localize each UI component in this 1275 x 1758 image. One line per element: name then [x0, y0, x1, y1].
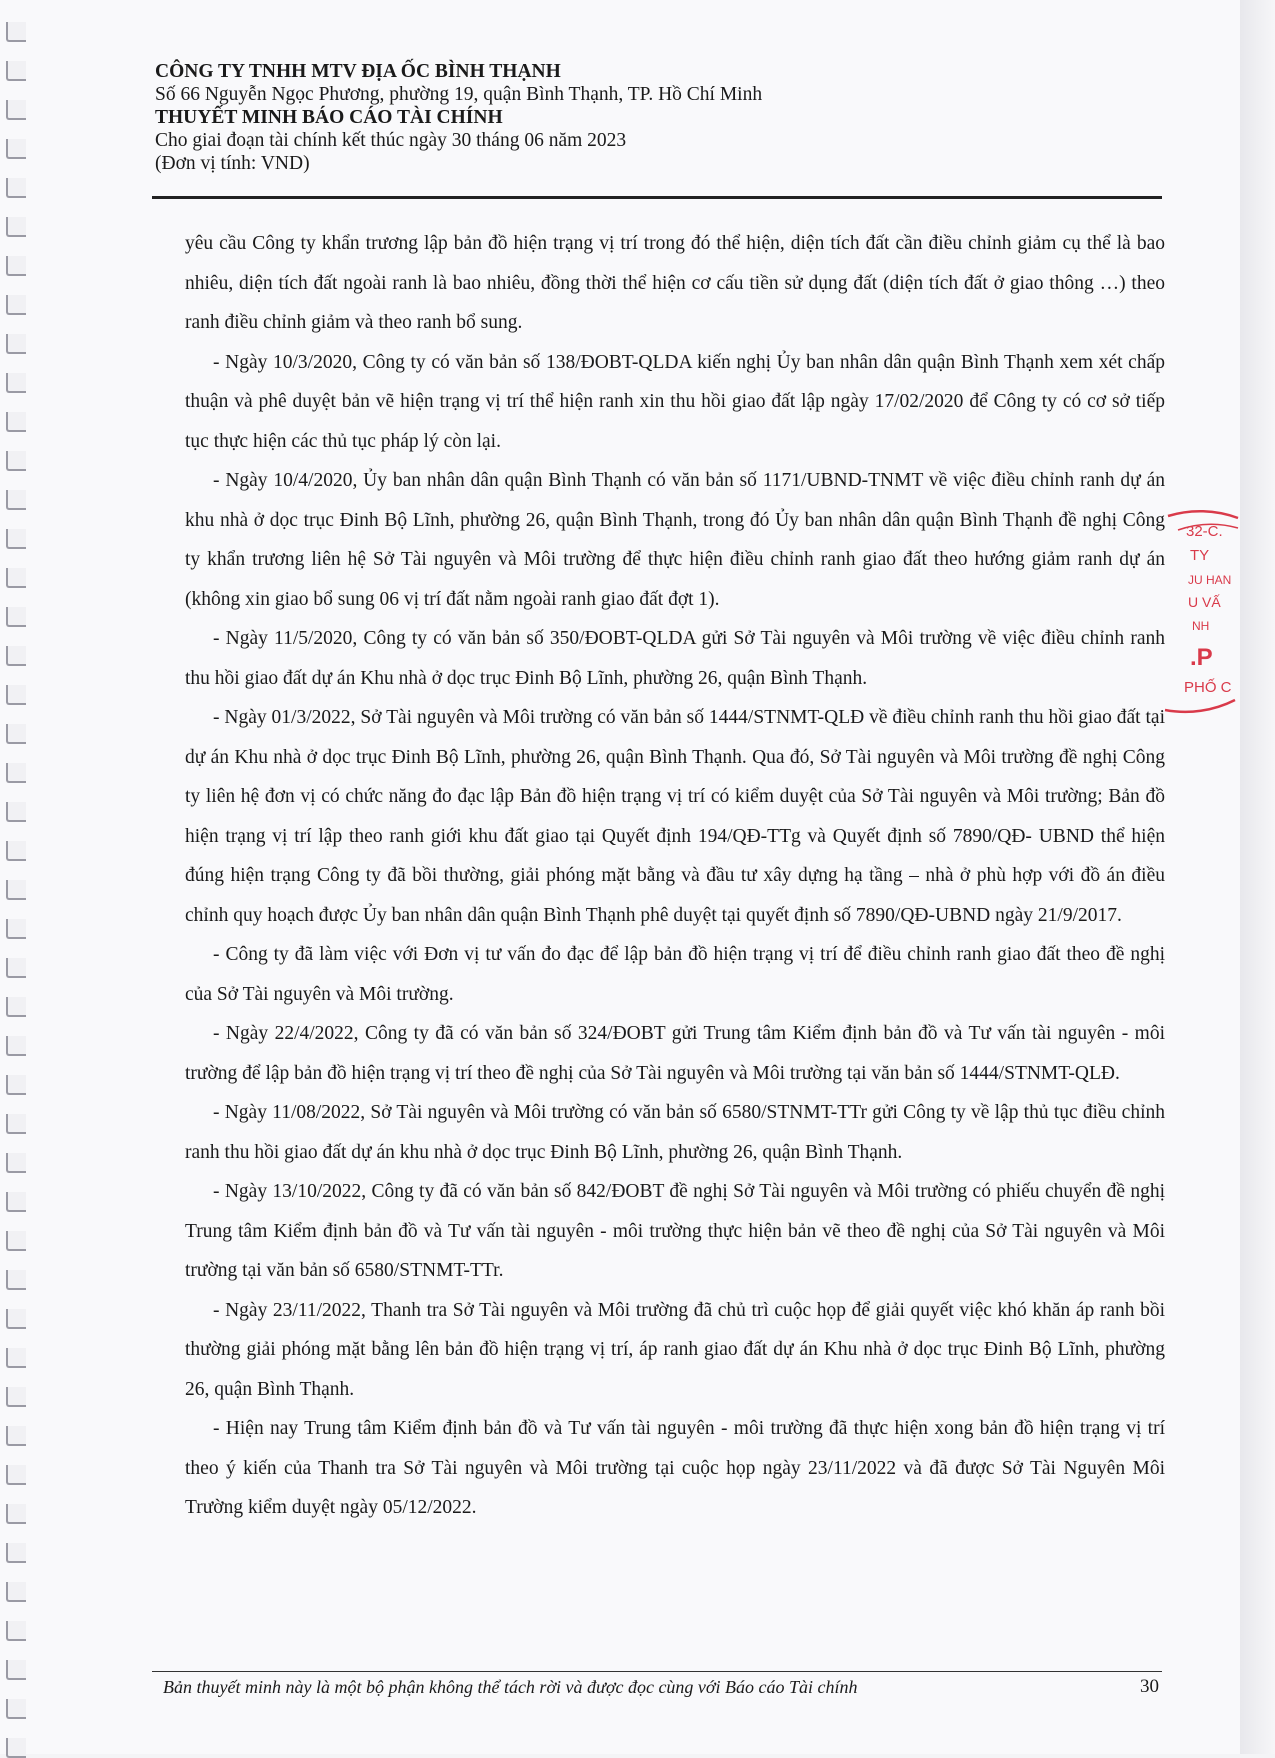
binding-hole [6, 1426, 26, 1446]
binding-hole [6, 958, 26, 978]
red-stamp-fragment [1160, 500, 1240, 730]
binding-hole [6, 1192, 26, 1212]
stamp-text: PHỐ C [1184, 679, 1232, 696]
binding-hole [6, 139, 26, 159]
header-divider [152, 196, 1162, 199]
binding-hole [6, 685, 26, 705]
paragraph: - Ngày 10/4/2020, Ủy ban nhân dân quận Bình Thạnh có văn bản số 1171/UBND-TNMT về việc điều chỉnh ranh dự án khu nhà ở dọc trục Đinh Bộ Lĩnh, phường 26, quận Bình Thạnh, trong đó Ủy ban nhân dân quận Bình Thạnh đề nghị Công ty khẩn trương liên hệ Sở Tài nguyên và Môi trường để thực hiện điều chỉnh ranh giao đất theo hướng giảm ranh dự án (không xin giao bổ sung 06 vị trí đất nằm ngoài ranh giao đất đợt 1). [185, 470, 1165, 610]
binding-hole [6, 373, 26, 393]
binding-hole [6, 568, 26, 588]
paragraph: - Ngày 10/3/2020, Công ty có văn bản số 138/ĐOBT-QLDA kiến nghị Ủy ban nhân dân quận Bình Thạnh xem xét chấp thuận và phê duyệt bản vẽ hiện trạng vị trí thể hiện ranh xin thu hồi giao đất lập ngày 17/02/2020 để Công ty có cơ sở tiếp tục thực hiện các thủ tục pháp lý còn lại. [185, 351, 1165, 452]
binding-hole [6, 1270, 26, 1290]
footer-note: Bản thuyết minh này là một bộ phận không thể tách rời và được đọc cùng với Báo cáo Tài chính [163, 1677, 858, 1697]
document-title: THUYẾT MINH BÁO CÁO TÀI CHÍNH [155, 107, 503, 128]
binding-hole [6, 412, 26, 432]
binding-hole [6, 178, 26, 198]
binding-hole [6, 1036, 26, 1056]
paragraph: - Hiện nay Trung tâm Kiểm định bản đồ và Tư vấn tài nguyên - môi trường đã thực hiện xong bản đồ hiện trạng vị trí theo ý kiến của Thanh tra Sở Tài nguyên và Môi trường tại cuộc họp ngày 23/11/2022 và đã được Sở Tài Nguyên Môi Trường kiểm duyệt ngày 05/12/2022. [185, 1418, 1165, 1518]
binding-hole [6, 646, 26, 666]
stamp-text: JU HAN [1188, 573, 1232, 587]
page-edge [1240, 0, 1275, 1754]
binding-hole [6, 1348, 26, 1368]
footer-divider [152, 1671, 1162, 1672]
stamp-text: TY [1190, 547, 1210, 564]
binding-hole [6, 1582, 26, 1602]
binding-hole [6, 256, 26, 276]
binding-hole [6, 841, 26, 861]
paragraph: - Ngày 01/3/2022, Sở Tài nguyên và Môi trường có văn bản số 1444/STNMT-QLĐ về điều chỉnh ranh thu hồi giao đất tại dự án Khu nhà ở dọc trục Đinh Bộ Lĩnh, phường 26, quận Bình Thạnh. Qua đó, Sở Tài nguyên và Môi trường đề nghị Công ty liên hệ đơn vị có chức năng đo đạc lập Bản đồ hiện trạng vị trí có kiểm duyệt của Sở Tài nguyên và Môi trường; Bản đồ hiện trạng vị trí lập theo ranh giới khu đất giao tại Quyết định 194/QĐ-TTg và Quyết định số 7890/QĐ- UBND thể hiện đúng hiện trạng Công ty đã bồi thường, giải phóng mặt bằng và đầu tư xây dựng hạ tầng – nhà ở phù hợp với đồ án điều chỉnh quy hoạch được Ủy ban nhân dân quận Bình Thạnh phê duyệt tại quyết định số 7890/QĐ-UBND ngày 21/9/2017. [185, 707, 1165, 926]
binding-hole [6, 724, 26, 744]
binding-hole [6, 802, 26, 822]
binding-hole [6, 997, 26, 1017]
binding-hole [6, 919, 26, 939]
paragraph: - Ngày 11/08/2022, Sở Tài nguyên và Môi trường có văn bản số 6580/STNMT-TTr gửi Công ty về lập thủ tục điều chỉnh ranh thu hồi giao đất dự án khu nhà ở dọc trục Đinh Bộ Lĩnh, phường 26, quận Bình Thạnh. [185, 1102, 1165, 1163]
binding-hole [6, 451, 26, 471]
binding-hole [6, 1309, 26, 1329]
page-number: 30 [1140, 1676, 1159, 1697]
company-address: Số 66 Nguyễn Ngọc Phương, phường 19, quận Bình Thạnh, TP. Hồ Chí Minh [155, 84, 763, 105]
binding-hole [6, 295, 26, 315]
binding-hole [6, 607, 26, 627]
paragraph: - Công ty đã làm việc với Đơn vị tư vấn đo đạc để lập bản đồ hiện trạng vị trí để điều chỉnh ranh giao đất theo đề nghị của Sở Tài nguyên và Môi trường. [185, 944, 1165, 1005]
binding-hole [6, 1153, 26, 1173]
document-header [155, 60, 1165, 175]
binding-hole [6, 1504, 26, 1524]
paragraph: - Ngày 13/10/2022, Công ty đã có văn bản số 842/ĐOBT đề nghị Sở Tài nguyên và Môi trường có phiếu chuyển đề nghị Trung tâm Kiểm định bản đồ và Tư vấn tài nguyên - môi trường thực hiện bản vẽ theo đề nghị của Sở Tài nguyên và Môi trường tại văn bản số 6580/STNMT-TTr. [185, 1181, 1165, 1281]
binding-hole [6, 1075, 26, 1095]
binding-hole [6, 763, 26, 783]
binding-hole [6, 217, 26, 237]
binding-hole [6, 529, 26, 549]
binding-hole [6, 490, 26, 510]
binding-hole [6, 61, 26, 81]
binding-hole [6, 1387, 26, 1407]
binding-hole [6, 1621, 26, 1641]
binding-hole [6, 1465, 26, 1485]
binding-hole [6, 1699, 26, 1719]
paragraph: - Ngày 23/11/2022, Thanh tra Sở Tài nguyên và Môi trường đã chủ trì cuộc họp để giải quyết việc khó khăn áp ranh bồi thường giải phóng mặt bằng lên bản đồ hiện trạng vị trí, áp ranh giao đất dự án Khu nhà ở dọc trục Đinh Bộ Lĩnh, phường 26, quận Bình Thạnh. [185, 1299, 1165, 1400]
paragraph: - Ngày 11/5/2020, Công ty có văn bản số 350/ĐOBT-QLDA gửi Sở Tài nguyên và Môi trường về việc điều chỉnh ranh thu hồi giao đất dự án Khu nhà ở dọc trục Đinh Bộ Lĩnh, phường 26, quận Bình Thạnh. [185, 628, 1165, 689]
binding-hole [6, 334, 26, 354]
paragraph: - Ngày 22/4/2022, Công ty đã có văn bản số 324/ĐOBT gửi Trung tâm Kiểm định bản đồ và Tư vấn tài nguyên - môi trường để lập bản đồ hiện trạng vị trí theo đề nghị của Sở Tài nguyên và Môi trường tại văn bản số 1444/STNMT-QLĐ. [185, 1023, 1165, 1084]
binding-hole [6, 880, 26, 900]
paragraph: yêu cầu Công ty khẩn trương lập bản đồ hiện trạng vị trí trong đó thể hiện, diện tích đất cần điều chỉnh giảm cụ thể là bao nhiêu, diện tích đất ngoài ranh là bao nhiêu, đồng thời thể hiện cơ cấu tiền sử dụng đất (diện tích đất ở giao thông …) theo ranh điều chỉnh giảm và theo ranh bổ sung. [185, 233, 1165, 333]
binding-hole [6, 1738, 26, 1758]
binding-hole [6, 1543, 26, 1563]
stamp-text: .P [1190, 644, 1213, 671]
binding-hole [6, 1660, 26, 1680]
spiral-binding [0, 0, 30, 1754]
stamp-text: 32-C. [1186, 523, 1223, 540]
binding-hole [6, 22, 26, 42]
binding-hole [6, 100, 26, 120]
binding-hole [6, 1231, 26, 1251]
binding-hole [6, 1114, 26, 1134]
stamp-text: NH [1192, 619, 1210, 633]
stamp-text: U VẤ [1188, 594, 1221, 610]
currency-unit: (Đơn vị tính: VND) [155, 153, 310, 174]
document-body [185, 224, 1165, 1528]
reporting-period: Cho giai đoạn tài chính kết thúc ngày 30 tháng 06 năm 2023 [155, 130, 627, 151]
company-name: CÔNG TY TNHH MTV ĐỊA ỐC BÌNH THẠNH [155, 61, 561, 82]
